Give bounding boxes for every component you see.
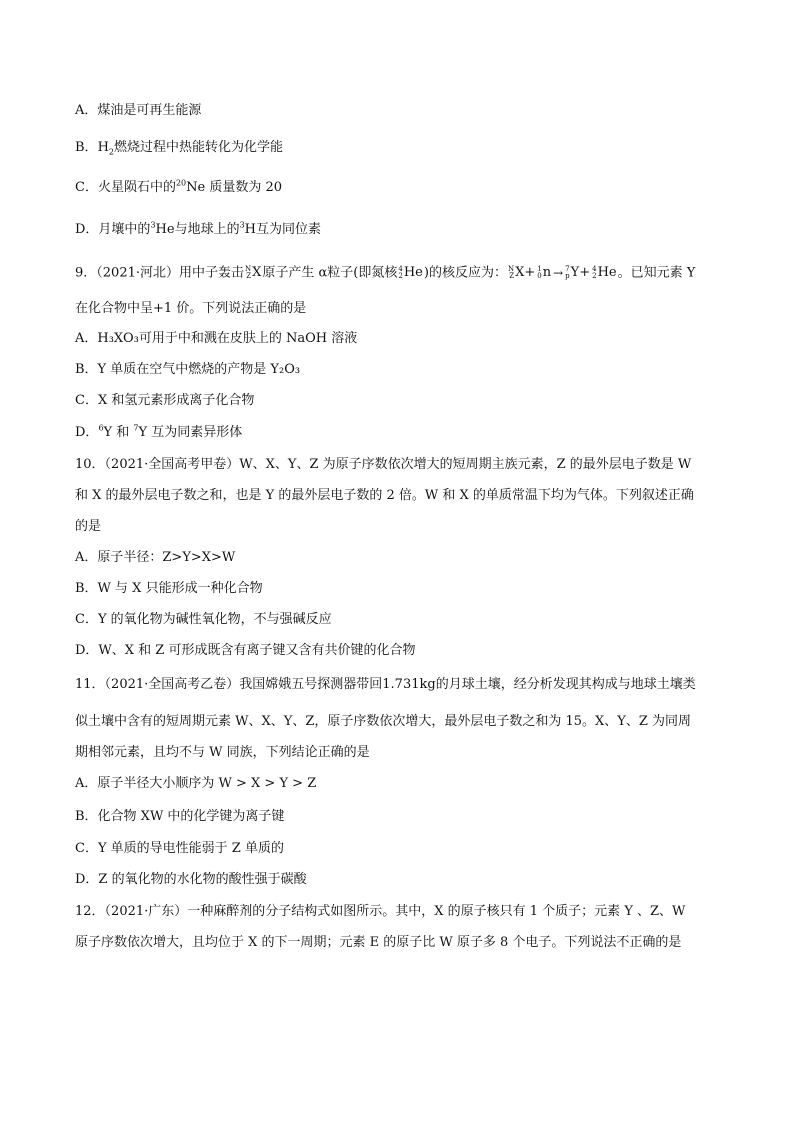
q9-eq-he-symbol: He: [597, 265, 617, 280]
q9-option-a-text: A．H₃XO₃可用于中和溅在皮肤上的 NaOH 溶液: [75, 331, 358, 346]
q9-eq-nuclide-x: [508, 264, 535, 282]
q9-eq-y-atomic: p: [565, 271, 570, 280]
q11-sample-mass: 1.731kg: [382, 677, 436, 692]
q8-option-c: [75, 179, 719, 197]
q8-option-b-formula: H: [97, 140, 109, 155]
q9-stem-line-2: [75, 300, 719, 318]
q9-eq-y-symbol: Y+: [570, 265, 591, 280]
q9-eq-n-symbol: n: [542, 265, 552, 280]
q9-option-d-mid: Y 和: [103, 425, 134, 440]
q9-eq-x-symbol: X+: [515, 265, 536, 280]
q11-option-c: [75, 840, 719, 858]
q8-option-d-mass-2: 3: [239, 220, 245, 230]
q10-stem-line-2: [75, 487, 719, 505]
q9-eq-y-mass: 7: [565, 264, 570, 273]
q10-stem-line-1: [75, 456, 719, 474]
q8-option-c-mass-number: 20: [175, 178, 187, 188]
q10-stem-line-3-text: 的是: [75, 519, 102, 534]
q10-option-a: [75, 549, 719, 567]
q12-stem-line-1-text: 12．（2021·广东）一种麻醉剂的分子结构式如图所示。其中，X 的原子核只有 1 个质子；元素 Y 、Z、W: [75, 904, 686, 919]
q9-option-b: [75, 361, 719, 379]
q8-option-d-prefix: D．月壤中的: [75, 222, 151, 237]
q9-eq-he-atomic: 2: [592, 271, 597, 280]
q9-nuclide-he-atomic: 2: [398, 271, 403, 280]
q8-option-a: [75, 102, 719, 120]
q8-option-d-symbol-1: He: [155, 222, 175, 237]
q9-nuclide-x: [245, 264, 261, 282]
q9-nuclide-he: [398, 264, 423, 282]
q10-option-b-text: B．W 与 X 只能形成一种化合物: [75, 581, 263, 596]
q9-stem-part-d: 。已知元素 Y: [617, 265, 696, 281]
q9-option-a: [75, 330, 719, 348]
q10-option-c: [75, 611, 719, 629]
q9-stem-part-b: 原子产生 α粒子(即氮核: [262, 265, 398, 281]
q9-nuclide-he-mass: 4: [398, 264, 403, 273]
q9-nuclide-x-mass: N: [245, 264, 252, 273]
q9-option-d-text: Y 互为同素异形体: [138, 425, 243, 440]
q8-option-d-symbol-2: H: [244, 222, 257, 237]
q9-option-c-text: C．X 和氢元素形成离子化合物: [75, 393, 255, 408]
q11-stem-part-b: 的月球土壤，经分析发现其构成与地球土壤类: [435, 677, 696, 692]
q10-option-b: [75, 580, 719, 598]
q8-option-b: [75, 139, 719, 157]
q8-option-d: [75, 221, 719, 239]
q9-stem-part-c: )的核反应为：: [423, 265, 507, 281]
q9-nuclide-x-symbol: X: [252, 265, 262, 280]
q12-stem-line-1: [75, 903, 719, 921]
q11-option-c-text: C．Y 单质的导电性能弱于 Z 单质的: [75, 841, 284, 856]
q8-option-d-text: 互为同位素: [256, 222, 322, 237]
q11-stem-line-2: [75, 713, 719, 731]
q10-stem-line-2-text: 和 X 的最外层电子数之和，也是 Y 的最外层电子数的 2 倍。W 和 X 的单质常温下均为气体。下列叙述正确: [75, 488, 694, 503]
q9-stem-part-a: 9．（2021·河北）用中子轰击: [75, 265, 244, 281]
q9-stem-line-2-text: 在化合物中呈+1 价。下列说法正确的是: [75, 301, 307, 316]
q9-option-d: [75, 424, 719, 442]
q11-option-a: [75, 775, 719, 793]
q9-eq-neutron: [537, 264, 551, 282]
q9-option-c: [75, 392, 719, 410]
q11-stem-line-1: [75, 676, 719, 694]
q9-eq-arrow: [553, 266, 564, 280]
q9-stem-line-1: [75, 264, 719, 282]
q11-stem-line-2-text: 似土壤中含有的短周期元素 W、X、Y、Z，原子序数依次增大，最外层电子数之和为 15。X、Y、Z 为同周: [75, 714, 692, 729]
q9-eq-nuclide-y: [565, 264, 590, 282]
q8-option-d-mass-1: 3: [150, 220, 156, 230]
q11-option-a-text: A．原子半径大小顺序为 W > X > Y > Z: [75, 776, 317, 791]
q9-option-d-mass-2: 7: [133, 423, 139, 433]
q11-stem-part-a: 11．（2021·全国高考乙卷）我国嫦娥五号探测器带回: [75, 677, 383, 692]
q9-option-b-text: B．Y 单质在空气中燃烧的产物是 Y₂O₃: [75, 362, 301, 377]
q8-option-c-prefix: C．火星陨石中的: [75, 180, 176, 195]
q9-eq-x-atomic: Z: [509, 271, 515, 280]
q11-stem-line-3: [75, 744, 719, 762]
q10-stem-line-1-text: 10．（2021·全国高考甲卷）W、X、Y、Z 为原子序数依次增大的短周期主族元素，Z 的最外层电子数是 W: [75, 457, 692, 472]
q8-option-b-text: 燃烧过程中热能转化为化学能: [114, 140, 284, 155]
q12-stem-line-2-text: 原子序数依次增大，且均位于 X 的下一周期；元素 E 的原子比 W 原子多 8 个电子。下列说法不正确的是: [75, 935, 682, 950]
q10-option-d: [75, 642, 719, 660]
q9-option-d-prefix: D．: [75, 425, 99, 440]
q8-option-a-text: A．煤油是可再生能源: [75, 103, 202, 118]
q11-option-b: [75, 808, 719, 826]
q11-option-d: [75, 871, 719, 889]
q8-option-c-text: 质量数为 20: [205, 180, 283, 195]
q9-eq-he-mass: 4: [592, 264, 597, 273]
q11-option-d-text: D．Z 的氧化物的水化物的酸性强于碳酸: [75, 872, 307, 887]
q9-eq-arrow-glyph: →: [553, 266, 564, 280]
q9-option-d-mass-1: 6: [98, 423, 104, 433]
q10-option-c-text: C．Y 的氧化物为碱性氧化物，不与强碱反应: [75, 612, 332, 627]
q9-eq-n-atomic: 0: [537, 271, 542, 280]
q11-stem-line-3-text: 期相邻元素，且均不与 W 同族，下列结论正确的是: [75, 745, 370, 760]
q10-option-a-text: A．原子半径：Z>Y>X>W: [75, 550, 236, 565]
q8-option-c-symbol: Ne: [186, 180, 206, 195]
q9-eq-x-mass: N: [507, 264, 515, 273]
q10-stem-line-3: [75, 518, 719, 536]
q9-nuclide-he-symbol: He: [403, 265, 423, 280]
q12-stem-line-2: [75, 934, 719, 952]
q9-eq-n-mass: 1: [537, 264, 542, 273]
q9-nuclide-x-atomic: Z: [246, 271, 252, 280]
q8-option-b-prefix: B．: [75, 140, 98, 155]
q8-option-b-subscript: 2: [108, 147, 114, 157]
q8-option-d-mid: 与地球上的: [174, 222, 240, 237]
q11-option-b-text: B．化合物 XW 中的化学键为离子键: [75, 809, 285, 824]
q9-eq-nuclide-he: [592, 264, 617, 282]
q10-option-d-text: D．W、X 和 Z 可形成既含有离子键又含有共价键的化合物: [75, 643, 416, 658]
